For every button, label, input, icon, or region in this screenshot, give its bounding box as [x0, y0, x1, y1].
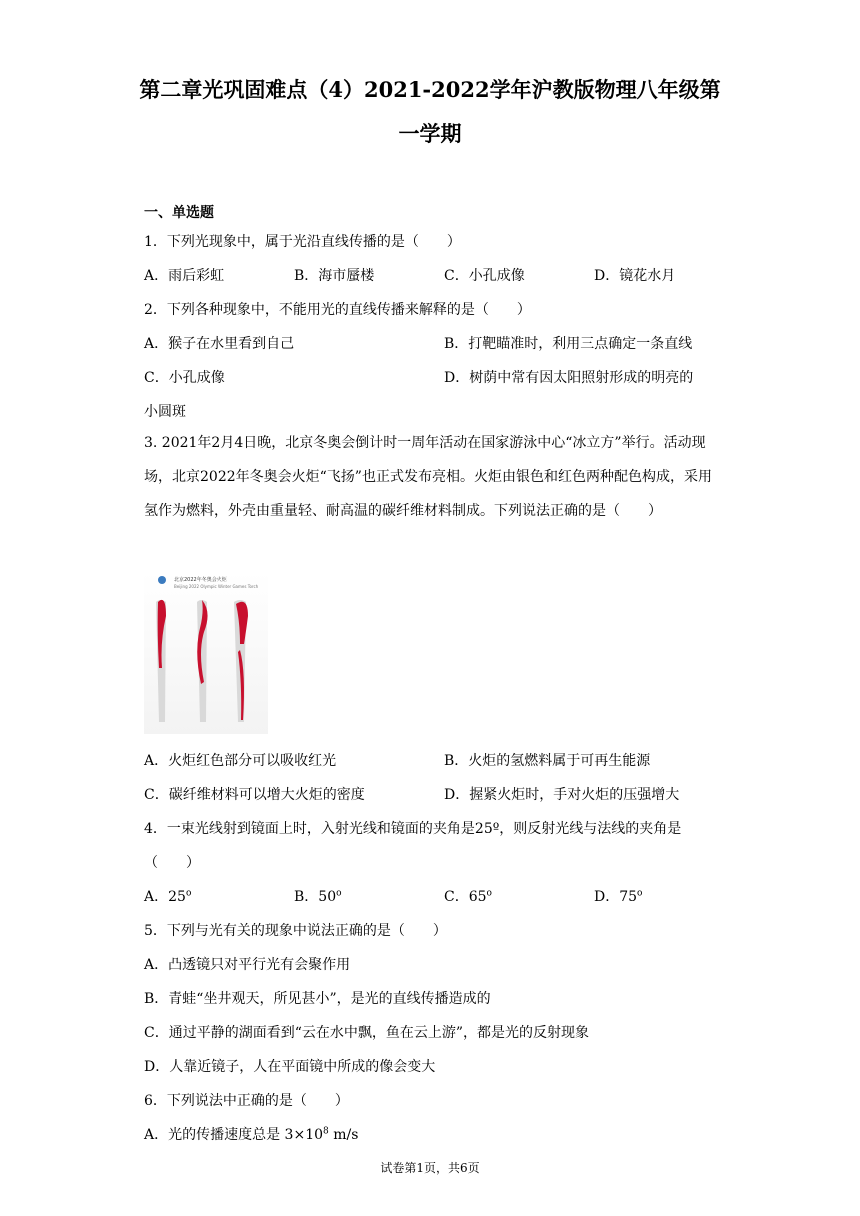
q4-stem: 4．一束光线射到镜面上时，入射光线和镜面的夹角是25º，则反射光线与法线的夹角是: [144, 821, 682, 837]
q1-option-d: D．镜花水月: [594, 268, 676, 284]
q4-stem-cont: （ ）: [144, 855, 200, 871]
q2-stem: 2．下列各种现象中，不能用光的直线传播来解释的是（ ）: [144, 302, 531, 318]
q4-option-b: B．50$^o$: [294, 888, 342, 905]
q3-option-b: B．火炬的氢燃料属于可再生能源: [444, 753, 651, 769]
q3-option-c: C．碳纤维材料可以增大火炬的密度: [144, 787, 365, 803]
q3-option-d: D．握紧火炬时，手对火炬的压强增大: [444, 787, 680, 803]
q1-option-c: C．小孔成像: [444, 268, 525, 284]
q2-option-d-cont: 小圆斑: [144, 404, 186, 420]
q1-option-a: A．雨后彩虹: [144, 268, 225, 284]
page-title: 第二章光巩固难点（4）2021-2022学年沪教版物理八年级第: [139, 77, 721, 102]
torch-middle: [197, 600, 208, 722]
q5-option-a: A．凸透镜只对平行光有会聚作用: [144, 957, 351, 973]
q5-stem: 5．下列与光有关的现象中说法正确的是（ ）: [144, 923, 447, 939]
torch-image: [144, 572, 268, 734]
q3-stem: 3. 2021年2月4日晚，北京冬奥会倒计时一周年活动在国家游泳中心“冰立方”举行。活动现场，北京2022年冬奥会火炬“飞扬”也正式发布亮相。火炬由银色和红色两种配色构成，采用氢作为燃料，外壳由重量轻、耐高温的碳纤维材料制成。下列说法正确的是（ ）: [144, 435, 712, 519]
q2-option-b: B．打靶瞄准时，利用三点确定一条直线: [444, 336, 693, 352]
q4-option-a: A．25$^o$: [144, 888, 192, 905]
page-title-cont: 一学期: [398, 121, 462, 146]
torch-right: [234, 600, 248, 722]
q2-option-a: A．猴子在水里看到自己: [144, 336, 295, 352]
q3-option-a: A．火炬红色部分可以吸收红光: [144, 753, 337, 769]
q5-option-c: C．通过平静的湖面看到“云在水中飘，鱼在云上游”，都是光的反射现象: [144, 1025, 590, 1041]
torch-caption-en: Beijing 2022 Olympic Winter Games Torch: [174, 584, 259, 589]
q6-stem: 6．下列说法中正确的是（ ）: [144, 1093, 349, 1109]
q4-option-d: D．75$^o$: [594, 888, 643, 905]
q2-option-d: D．树荫中常有因太阳照射形成的明亮的: [444, 370, 694, 386]
q1-stem: 1．下列光现象中，属于光沿直线传播的是（ ）: [144, 234, 461, 250]
torch-left: [156, 600, 166, 722]
section-heading: 一、单选题: [144, 205, 214, 221]
q2-option-c: C．小孔成像: [144, 370, 225, 386]
page-footer: 试卷第1页，共6页: [380, 1161, 480, 1175]
q5-option-b: B．青蛙“坐井观天，所见甚小”，是光的直线传播造成的: [144, 991, 491, 1007]
q6-option-a: A．光的传播速度总是 $3\times 10^8$ m/s: [144, 1126, 359, 1143]
q4-option-c: C．65$^o$: [444, 888, 492, 905]
q5-option-d: D．人靠近镜子，人在平面镜中所成的像会变大: [144, 1059, 436, 1075]
q1-option-b: B．海市蜃楼: [294, 268, 375, 284]
torch-caption-cn: 北京2022年冬奥会火炬: [174, 577, 227, 583]
